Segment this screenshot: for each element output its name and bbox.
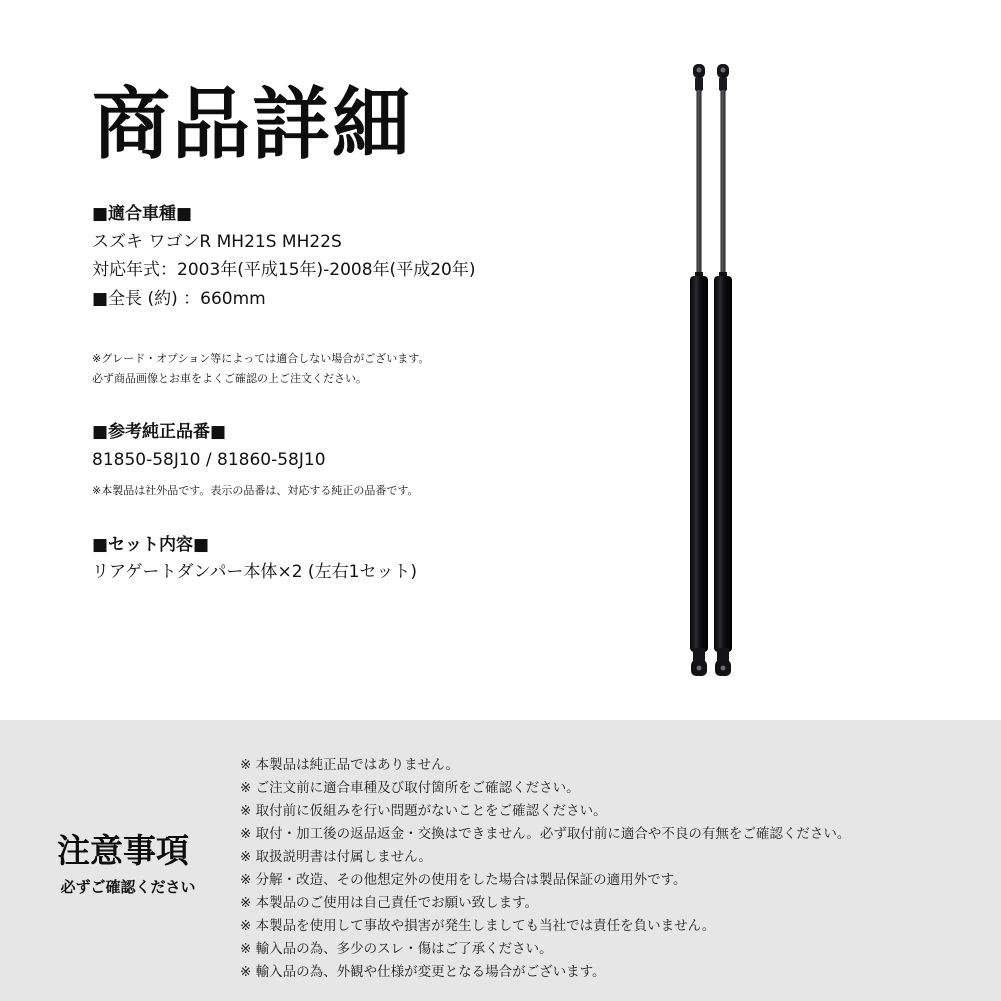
- ref-note: ※本製品は社外品です。表示の品番は、対応する純正の品番です。: [92, 484, 419, 497]
- set-heading: ■セット内容■: [92, 535, 210, 555]
- notice-title: 注意事項: [57, 831, 189, 870]
- notice-item: ※ 取付・加工後の返品返金・交換はできません。必ず取付前に適合や不良の有無をご確認ください。: [240, 826, 851, 842]
- notice-item: ※ 取扱説明書は付属しません。: [240, 849, 432, 865]
- notice-item: ※ ご注文前に適合車種及び取付箇所をご確認ください。: [240, 780, 580, 796]
- notice-list: [240, 754, 850, 984]
- fit-heading: ■適合車種■: [92, 204, 193, 224]
- strut-right: [714, 64, 732, 676]
- fit-model: スズキ ワゴンR MH21S MH22S: [92, 232, 342, 252]
- notice-item: ※ 本製品は純正品ではありません。: [240, 757, 459, 773]
- product-image: [680, 60, 740, 690]
- notice-item: ※ 本製品のご使用は自己責任でお願い致します。: [240, 895, 539, 911]
- gas-strut-pair-image: [680, 60, 740, 690]
- strut-left: [690, 64, 708, 676]
- ref-heading: ■参考純正品番■: [92, 422, 227, 442]
- fit-note-2: 必ず商品画像とお車をよくご確認の上ご注文ください。: [92, 372, 367, 385]
- notice-item: ※ 本製品を使用して事故や損害が発生しましても当社では責任を負いません。: [240, 918, 716, 934]
- fit-note-1: ※グレード・オプション等によっては適合しない場合がございます。: [92, 352, 430, 365]
- notice-item: ※ 輸入品の為、多少のスレ・傷はご了承ください。: [240, 941, 553, 957]
- length-spec: ■全長 (約) ：660mm: [92, 289, 266, 309]
- set-content: リアゲートダンパー本体×2 (左右1セット): [92, 562, 418, 582]
- page-title: 商品詳細: [92, 80, 413, 170]
- notice-item: ※ 分解・改造、その他想定外の使用をした場合は製品保証の適用外です。: [240, 872, 687, 888]
- ref-part-numbers: 81850-58J10 / 81860-58J10: [92, 450, 326, 470]
- notice-item: ※ 取付前に仮組みを行い問題がないことをご確認ください。: [240, 803, 607, 819]
- fit-years: 対応年式：2003年(平成15年)-2008年(平成20年): [92, 260, 476, 280]
- notice-item: ※ 輸入品の為、外観や仕様が変更となる場合がございます。: [240, 964, 606, 980]
- notice-subtitle: 必ずご確認ください: [60, 878, 196, 896]
- notice-panel: [0, 720, 1001, 1001]
